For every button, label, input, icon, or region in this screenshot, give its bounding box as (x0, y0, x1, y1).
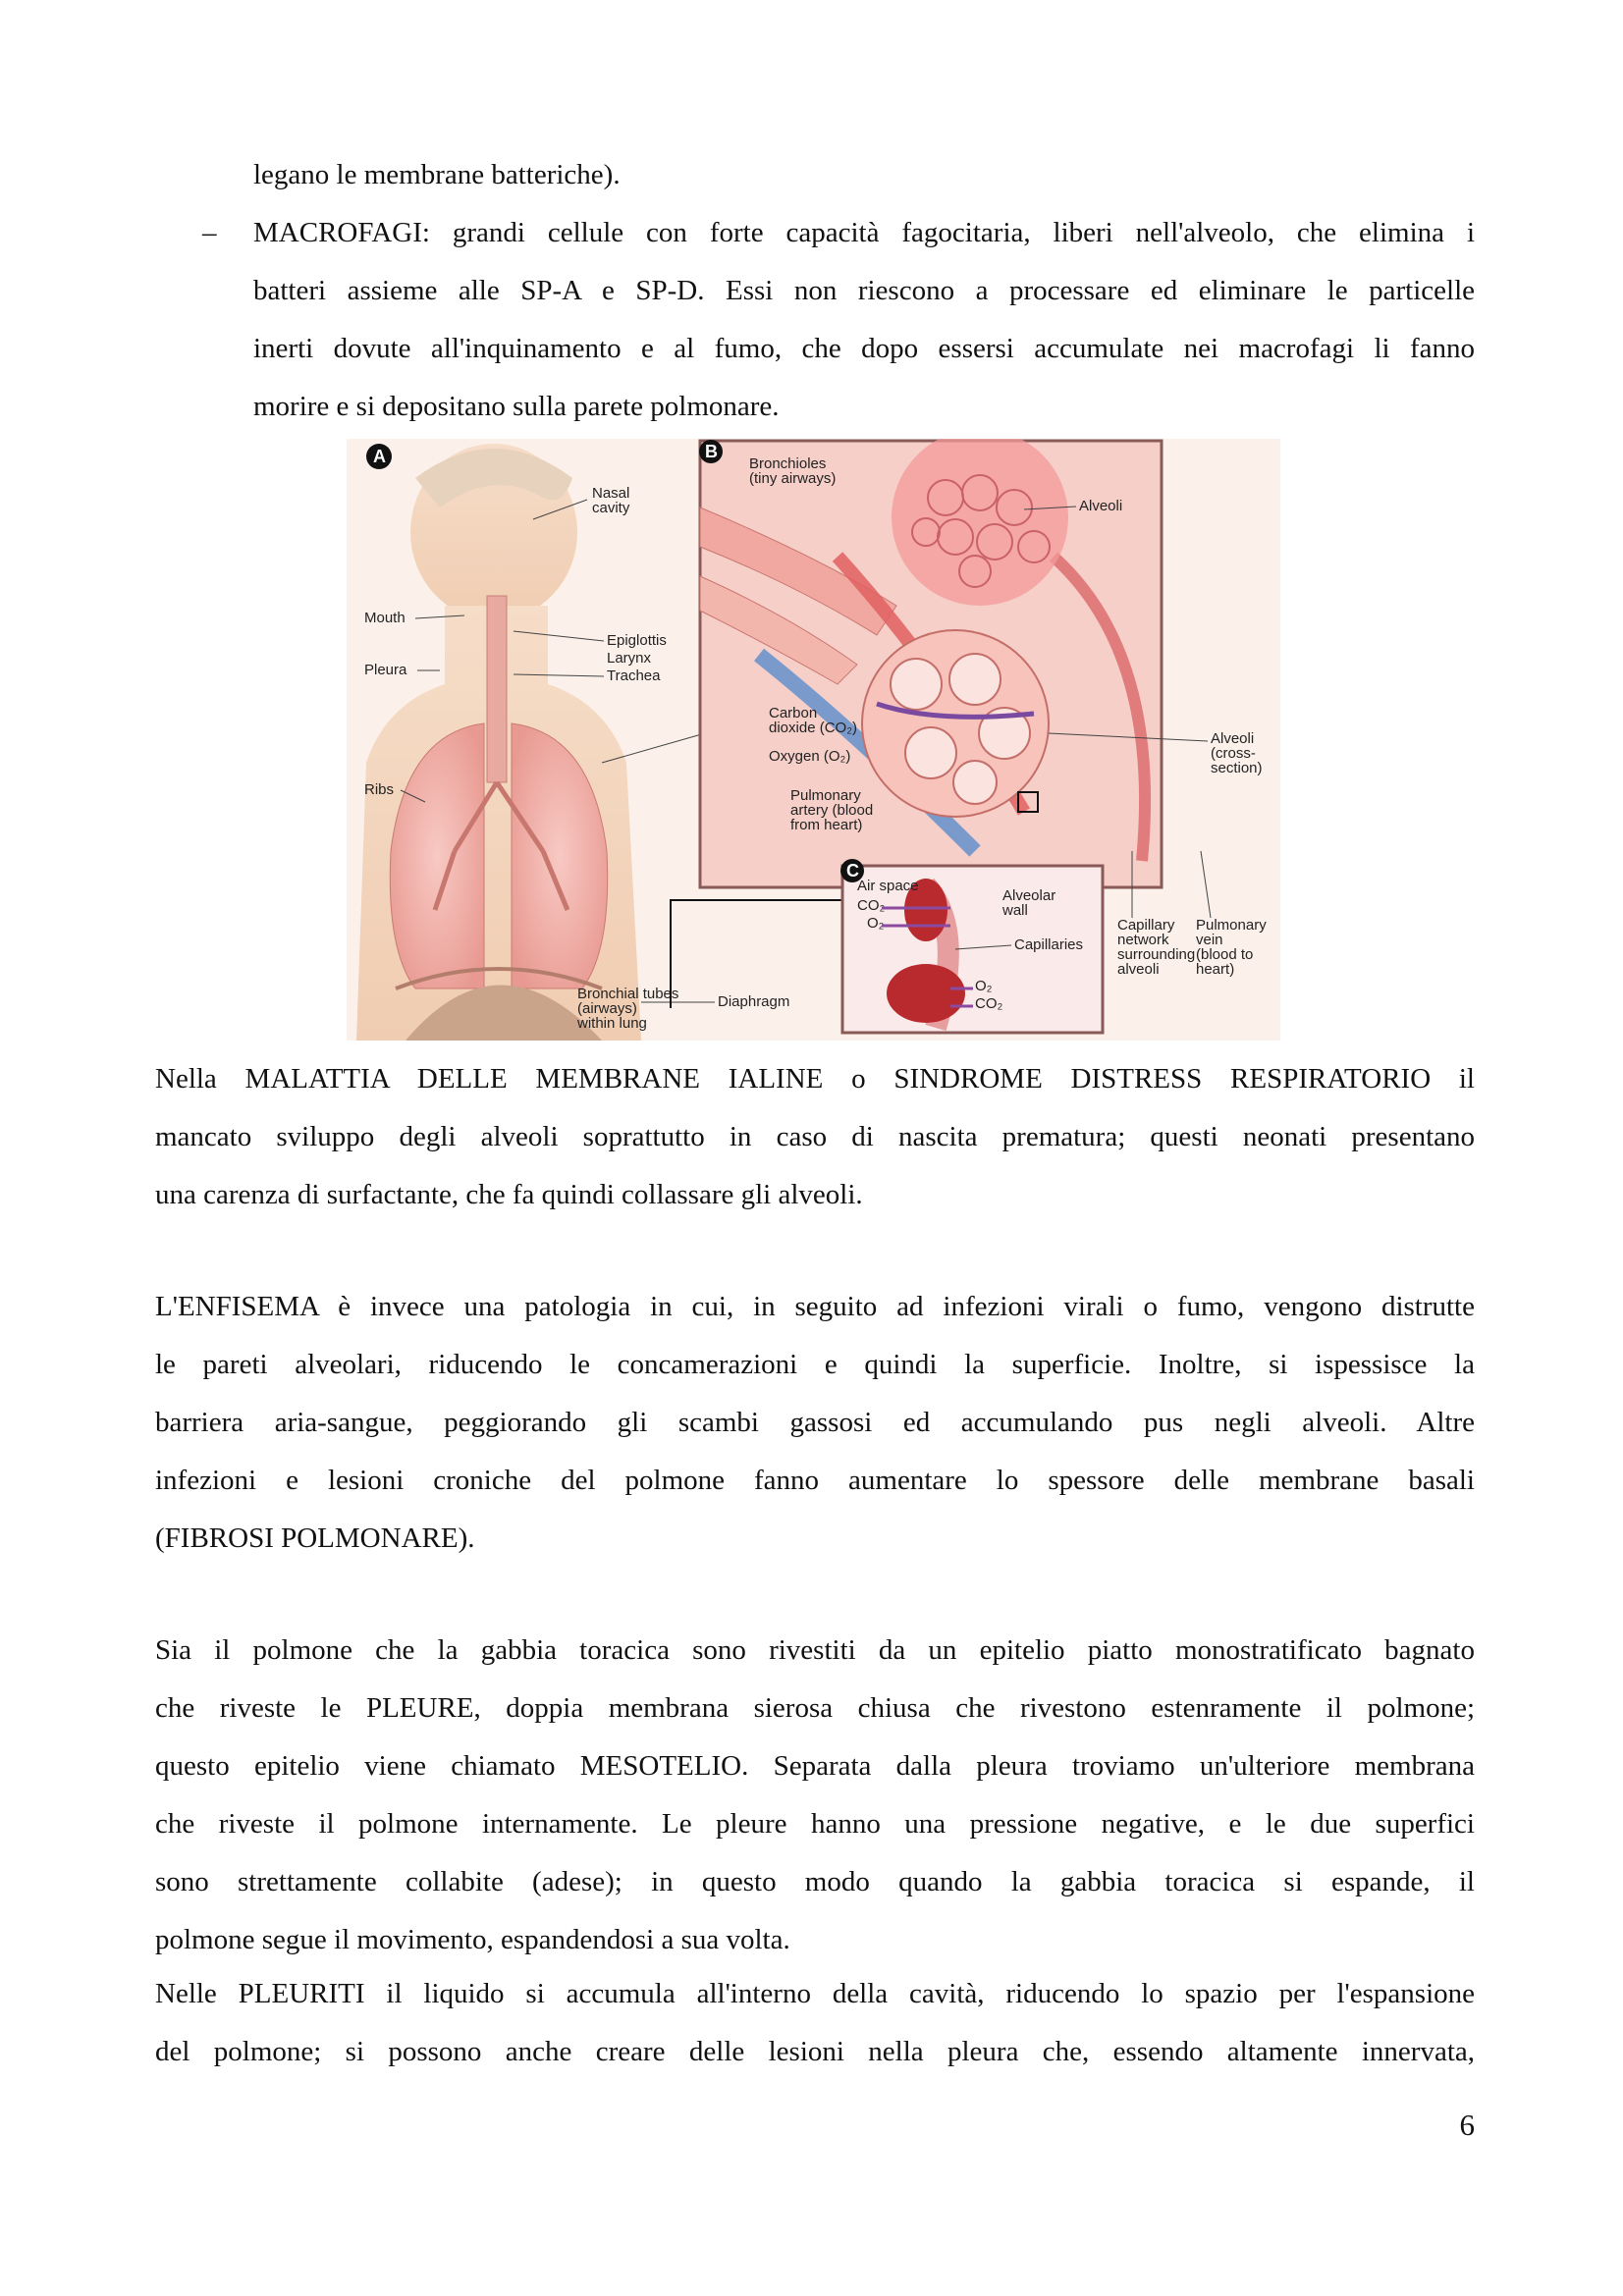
text-line: Sia il polmone che la gabbia toracica sono rivestiti da un epitelio piatto monostratificato bagnato (155, 1634, 1475, 1666)
label-capillary-network: surrounding (1117, 946, 1196, 963)
label-trachea: Trachea (607, 667, 661, 684)
badge-c-text: C (846, 861, 859, 881)
bullet-dash: – (202, 217, 217, 248)
label-capillaries: Capillaries (1014, 936, 1084, 953)
label-capillary-network: alveoli (1117, 961, 1160, 978)
text-line: L'ENFISEMA è invece una patologia in cui, in seguito ad infezioni virali o fumo, vengono distrutte (155, 1291, 1475, 1322)
label-air-space: Air space (857, 878, 919, 894)
text-line: inerti dovute all'inquinamento e al fumo, che dopo essersi accumulate nei macrofagi li fanno (253, 333, 1475, 364)
label-nasal-cavity: cavity (592, 500, 630, 516)
label-pulmonary-vein: (blood to (1196, 946, 1254, 963)
label-capillary-network: Capillary (1117, 917, 1175, 934)
label-pleura: Pleura (364, 662, 407, 678)
label-oxygen: Oxygen (O₂) (769, 748, 851, 765)
text-line: mancato sviluppo degli alveoli soprattutto in caso di nascita prematura; questi neonati presentano (155, 1121, 1475, 1152)
label-nasal-cavity: Nasal (592, 485, 630, 502)
capillary-cell (887, 964, 965, 1023)
label-epiglottis: Epiglottis (607, 632, 667, 649)
label-ribs: Ribs (364, 781, 395, 798)
label-pulmonary-artery: artery (blood (790, 802, 874, 819)
label-bronchial-tubes: (airways) (577, 1000, 637, 1017)
label-capillary-network: network (1117, 932, 1169, 948)
page-number: 6 (1459, 2108, 1475, 2142)
text-line: polmone segue il movimento, espandendosi a sua volta. (155, 1924, 790, 1955)
trachea-illustration (487, 596, 507, 782)
label-bronchial-tubes: within lung (577, 1015, 647, 1032)
text-line: Nella MALATTIA DELLE MEMBRANE IALINE o SINDROME DISTRESS RESPIRATORIO il (155, 1063, 1475, 1095)
text-line: questo epitelio viene chiamato MESOTELIO. Separata dalla pleura troviamo un'ulteriore membrana (155, 1750, 1475, 1782)
label-pulmonary-artery: Pulmonary (790, 787, 861, 804)
text-line: infezioni e lesioni croniche del polmone fanno aumentare lo spessore delle membrane basali (155, 1465, 1475, 1496)
label-o2: O₂ (867, 915, 885, 932)
text-line: che riveste il polmone internamente. Le pleure hanno una pressione negative, e le due superfici (155, 1808, 1475, 1840)
label-co2: CO₂ (975, 995, 1003, 1012)
label-carbon-dioxide: Carbon (769, 705, 818, 721)
label-alveolar-wall: Alveolar (1002, 887, 1056, 904)
text-line: morire e si depositano sulla parete polmonare. (253, 391, 780, 422)
badge-a-text: A (373, 447, 386, 466)
label-alveoli-cross-section: section) (1211, 760, 1263, 776)
text-line: MACROFAGI: grandi cellule con forte capacità fagocitaria, liberi nell'alveolo, che elimina i (253, 217, 1475, 248)
text-line: che riveste le PLEURE, doppia membrana sierosa chiusa che rivestono estenramente il polmone; (155, 1692, 1475, 1724)
label-o2: O₂ (975, 978, 993, 994)
text-line: sono strettamente collabite (adese); in questo modo quando la gabbia toracica si espande, il (155, 1866, 1475, 1897)
text-line: Nelle PLEURITI il liquido si accumula all'interno della cavità, riducendo lo spazio per l'espansione (155, 1978, 1475, 2009)
badge-b-text: B (705, 442, 718, 461)
label-bronchioles: (tiny airways) (749, 470, 837, 487)
label-larynx: Larynx (607, 650, 652, 667)
text-line: legano le membrane batteriche). (253, 159, 621, 190)
text-line: del polmone; si possono anche creare delle lesioni nella pleura che, essendo altamente innervata, (155, 2036, 1475, 2067)
label-co2: CO₂ (857, 897, 886, 914)
respiratory-system-figure (347, 439, 1280, 1041)
label-alveoli-cross-section: (cross- (1211, 745, 1256, 762)
label-diaphragm: Diaphragm (718, 993, 790, 1010)
label-carbon-dioxide: dioxide (CO₂) (769, 720, 858, 736)
label-pulmonary-vein: vein (1196, 932, 1223, 948)
text-line: le pareti alveolari, riducendo le concamerazioni e quindi la superficie. Inoltre, si ispessisce la (155, 1349, 1475, 1380)
label-bronchial-tubes: Bronchial tubes (577, 986, 679, 1002)
label-pulmonary-vein: Pulmonary (1196, 917, 1267, 934)
label-alveolar-wall: wall (1002, 902, 1028, 919)
text-line: (FIBROSI POLMONARE). (155, 1522, 475, 1554)
label-bronchioles: Bronchioles (749, 455, 827, 472)
text-line: barriera aria-sangue, peggiorando gli scambi gassosi ed accumulando pus negli alveoli. Altre (155, 1407, 1475, 1438)
text-line: batteri assieme alle SP-A e SP-D. Essi non riescono a processare ed eliminare le particelle (253, 275, 1475, 306)
label-alveoli-cross-section: Alveoli (1211, 730, 1255, 747)
label-pulmonary-vein: heart) (1196, 961, 1235, 978)
text-line: una carenza di surfactante, che fa quindi collassare gli alveoli. (155, 1179, 863, 1210)
label-alveoli: Alveoli (1079, 498, 1123, 514)
label-mouth: Mouth (364, 610, 406, 626)
label-pulmonary-artery: from heart) (790, 817, 863, 833)
